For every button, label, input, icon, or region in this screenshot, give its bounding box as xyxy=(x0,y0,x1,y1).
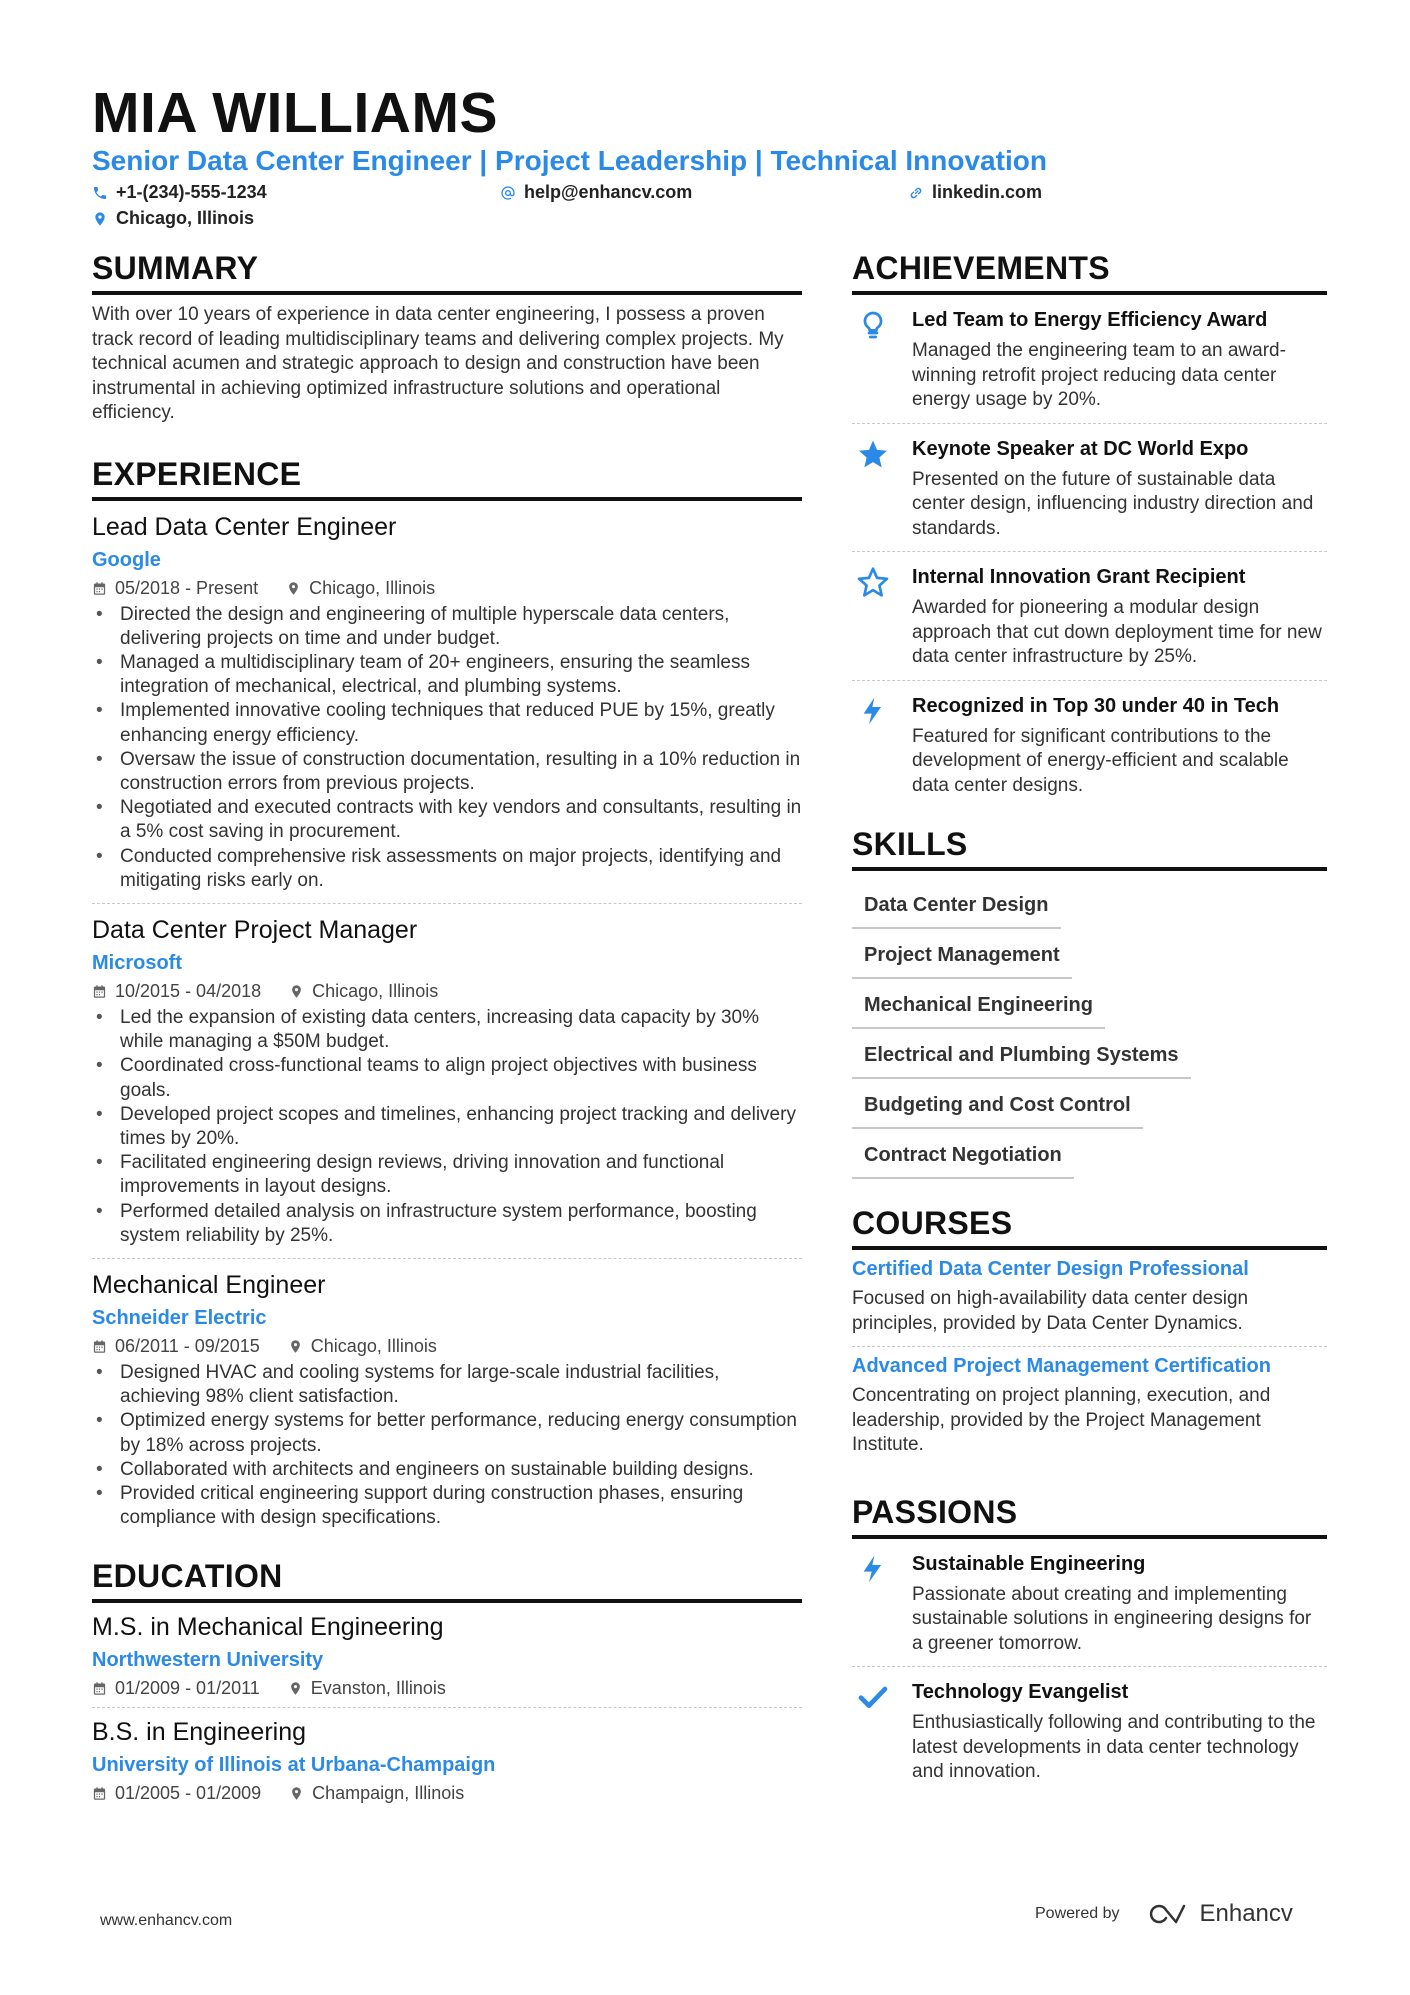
education-dates: 01/2009 - 01/2011 xyxy=(115,1678,260,1699)
job-title: Mechanical Engineer xyxy=(92,1270,326,1299)
job-dates: 10/2015 - 04/2018 xyxy=(115,980,262,1001)
job-meta xyxy=(92,578,802,599)
achievements-section xyxy=(852,250,1327,808)
skill-tag: Project Management xyxy=(852,936,1072,979)
course-desc: Concentrating on project planning, execution, and leadership, provided by the Project Management Institute. xyxy=(852,1385,1271,1455)
passion-title: Technology Evangelist xyxy=(912,1681,1129,1703)
achievement-title: Recognized in Top 30 under 40 in Tech xyxy=(912,694,1280,717)
achievement-item xyxy=(852,424,1327,553)
achievement-desc: Managed the engineering team to an award-winning retrofit project reducing data center energy usage by 20%. xyxy=(912,340,1286,410)
calendar-icon xyxy=(92,1339,107,1354)
job-dates: 06/2011 - 09/2015 xyxy=(115,1335,260,1356)
education-section xyxy=(92,1558,802,1804)
bullet-item: • Conducted comprehensive risk assessments on major projects, identifying and mitigating risks early on. xyxy=(92,845,802,893)
education-meta xyxy=(92,1678,802,1699)
job-bullets xyxy=(92,1006,802,1248)
location-pin-icon xyxy=(288,1681,303,1696)
skill-tag: Mechanical Engineering xyxy=(852,986,1105,1029)
education-location: Evanston, Illinois xyxy=(310,1678,446,1699)
candidate-name: MIA WILLIAMS xyxy=(92,81,498,145)
powered-by-text: Powered by xyxy=(1035,1905,1120,1922)
experience-section xyxy=(92,456,802,1531)
experience-entry xyxy=(92,903,802,1248)
footer-brand-block[interactable] xyxy=(1035,1900,1293,1928)
contact-location xyxy=(92,208,254,229)
achievement-desc: Presented on the future of sustainable data center design, influencing industry direction and standards. xyxy=(912,468,1314,539)
achievement-title: Internal Innovation Grant Recipient xyxy=(912,566,1246,588)
job-dates: 05/2018 - Present xyxy=(115,577,259,598)
calendar-icon xyxy=(92,581,107,596)
phone-icon xyxy=(92,185,108,201)
education-entry xyxy=(92,1707,802,1804)
job-bullets xyxy=(92,603,802,893)
left-column xyxy=(92,250,802,1804)
job-meta xyxy=(92,1336,802,1357)
checkmark-icon xyxy=(857,1681,889,1713)
location-pin-icon xyxy=(289,1786,304,1801)
passion-desc: Enthusiastically following and contributing to the latest developments in data center technology and innovation. xyxy=(912,1712,1316,1782)
star-outline-icon xyxy=(857,566,889,598)
location-pin-icon xyxy=(286,581,301,596)
degree-title: M.S. in Mechanical Engineering xyxy=(92,1613,444,1642)
passion-desc: Passionate about creating and implementing sustainable solutions in engineering designs for a greener tomorrow. xyxy=(912,1583,1312,1654)
bullet-item: • Provided critical engineering support during construction phases, ensuring compliance with design specifications. xyxy=(92,1482,802,1530)
education-location: Champaign, Illinois xyxy=(312,1783,465,1804)
bullet-item: • Developed project scopes and timelines, enhancing project tracking and delivery times by 20%. xyxy=(92,1103,802,1151)
company-name: Schneider Electric xyxy=(92,1306,267,1329)
courses-section xyxy=(852,1205,1327,1468)
course-desc: Focused on high-availability data center design principles, provided by Data Center Dynamics. xyxy=(852,1288,1249,1334)
degree-title: B.S. in Engineering xyxy=(92,1718,307,1747)
linkedin-text: linkedin.com xyxy=(932,182,1043,202)
at-icon xyxy=(500,185,516,201)
passion-item xyxy=(852,1539,1327,1668)
location-pin-icon xyxy=(289,984,304,999)
skill-tag: Electrical and Plumbing Systems xyxy=(852,1036,1191,1079)
achievement-title: Led Team to Energy Efficiency Award xyxy=(912,309,1268,331)
skill-tag: Data Center Design xyxy=(852,886,1061,929)
location-pin-icon xyxy=(288,1339,303,1354)
bullet-item: • Managed a multidisciplinary team of 20+ engineers, ensuring the seamless integration of mechanical, electrical, and plumbing systems. xyxy=(92,651,802,699)
company-name: Google xyxy=(92,548,161,571)
lightbulb-icon xyxy=(857,309,889,341)
course-title: Certified Data Center Design Professional xyxy=(852,1258,1249,1280)
bullet-item: • Led the expansion of existing data centers, increasing data capacity by 30% while managing a $50M budget. xyxy=(92,1006,802,1054)
job-title: Lead Data Center Engineer xyxy=(92,512,397,541)
calendar-icon xyxy=(92,984,107,999)
lightning-icon xyxy=(857,1553,889,1585)
course-item xyxy=(852,1347,1327,1468)
contact-linkedin[interactable] xyxy=(908,182,1042,203)
star-filled-icon xyxy=(857,438,889,470)
passions-heading: PASSIONS xyxy=(852,1494,1327,1539)
passions-section xyxy=(852,1494,1327,1795)
headline: Senior Data Center Engineer | Project Leadership | Technical Innovation xyxy=(92,145,1047,176)
right-column xyxy=(852,250,1327,1795)
bullet-item: • Implemented innovative cooling techniques that reduced PUE by 15%, greatly enhancing energy efficiency. xyxy=(92,699,802,747)
phone-text: +1-(234)-555-1234 xyxy=(116,182,267,202)
course-title: Advanced Project Management Certification xyxy=(852,1355,1271,1377)
brand-name: Enhancv xyxy=(1199,1900,1293,1927)
job-meta xyxy=(92,981,802,1002)
achievements-heading: ACHIEVEMENTS xyxy=(852,250,1327,295)
brand-logo xyxy=(1146,1900,1293,1928)
skills-heading: SKILLS xyxy=(852,826,1327,871)
contact-phone[interactable] xyxy=(92,182,267,203)
bullet-item: • Oversaw the issue of construction documentation, resulting in a 10% reduction in construction errors from previous projects. xyxy=(92,748,802,796)
experience-heading: EXPERIENCE xyxy=(92,456,802,501)
company-name: Microsoft xyxy=(92,951,182,974)
summary-heading: SUMMARY xyxy=(92,250,802,295)
achievement-item xyxy=(852,681,1327,809)
passion-item xyxy=(852,1667,1327,1795)
experience-entry xyxy=(92,511,802,893)
summary-section xyxy=(92,250,802,426)
job-location: Chicago, Illinois xyxy=(312,980,439,1001)
job-title: Data Center Project Manager xyxy=(92,915,418,944)
skill-tag: Budgeting and Cost Control xyxy=(852,1086,1143,1129)
achievement-item xyxy=(852,295,1327,424)
job-location: Chicago, Illinois xyxy=(310,1335,437,1356)
contact-email[interactable] xyxy=(500,182,692,203)
lightning-icon xyxy=(857,695,889,727)
bullet-item: • Performed detailed analysis on infrastructure system performance, boosting system reliability by 25%. xyxy=(92,1200,802,1248)
bullet-item: • Negotiated and executed contracts with key vendors and consultants, resulting in a 5% cost saving in procurement. xyxy=(92,796,802,844)
bullet-item: • Coordinated cross-functional teams to align project objectives with business goals. xyxy=(92,1054,802,1102)
courses-heading: COURSES xyxy=(852,1205,1327,1250)
bullet-item: • Designed HVAC and cooling systems for large-scale industrial facilities, achieving 98% client satisfaction. xyxy=(92,1361,802,1409)
experience-entry xyxy=(92,1258,802,1530)
skill-tag: Contract Negotiation xyxy=(852,1136,1074,1179)
job-location: Chicago, Illinois xyxy=(309,577,436,598)
email-text: help@enhancv.com xyxy=(524,182,693,202)
summary-text: With over 10 years of experience in data center engineering, I possess a proven track record of leading multidisciplinary teams and delivering complex projects. My technical acumen and strategic approach to design and construction have been instrumental in achieving optimized infrastructure solutions and operational efficiency. xyxy=(92,304,784,423)
course-item xyxy=(852,1250,1327,1347)
school-name: Northwestern University xyxy=(92,1649,324,1672)
achievement-item xyxy=(852,552,1327,681)
skills-section xyxy=(852,826,1327,1179)
calendar-icon xyxy=(92,1786,107,1801)
bullet-item: • Optimized energy systems for better performance, reducing energy consumption by 18% across projects. xyxy=(92,1409,802,1457)
location-text: Chicago, Illinois xyxy=(116,208,255,228)
skills-list xyxy=(852,879,1327,1179)
achievement-title: Keynote Speaker at DC World Expo xyxy=(912,437,1249,460)
school-name: University of Illinois at Urbana-Champaign xyxy=(92,1754,496,1777)
job-bullets xyxy=(92,1361,802,1530)
education-heading: EDUCATION xyxy=(92,1558,802,1603)
bullet-item: • Directed the design and engineering of multiple hyperscale data centers, delivering projects on time and under budget. xyxy=(92,603,802,651)
education-entry xyxy=(92,1611,802,1699)
passion-title: Sustainable Engineering xyxy=(912,1552,1146,1575)
footer-website[interactable]: www.enhancv.com xyxy=(100,1912,233,1929)
achievement-desc: Awarded for pioneering a modular design approach that cut down deployment time for new data center infrastructure by 25%. xyxy=(912,597,1322,667)
location-pin-icon xyxy=(92,211,108,227)
bullet-item: • Facilitated engineering design reviews, driving innovation and functional improvements in layout designs. xyxy=(92,1151,802,1199)
bullet-item: • Collaborated with architects and engineers on sustainable building designs. xyxy=(92,1458,802,1482)
link-icon xyxy=(908,185,924,201)
calendar-icon xyxy=(92,1681,107,1696)
achievement-desc: Featured for significant contributions to the development of energy-efficient and scalable data center designs. xyxy=(912,725,1289,796)
enhancv-logo-icon xyxy=(1146,1902,1192,1926)
education-dates: 01/2005 - 01/2009 xyxy=(115,1783,262,1804)
education-meta xyxy=(92,1783,802,1804)
